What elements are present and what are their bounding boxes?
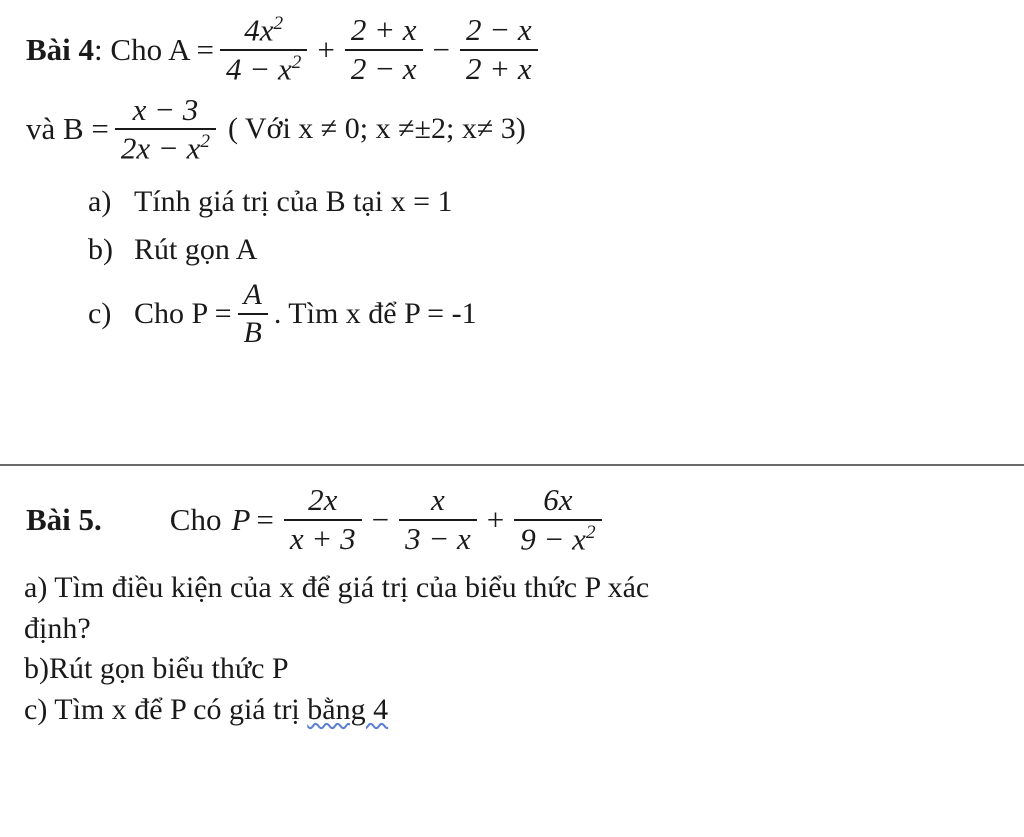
fraction-A2-denominator: 2 − x [345, 49, 423, 86]
exercise-4-question-list [88, 183, 1006, 348]
question-b-text: Rút gọn A [134, 233, 258, 267]
fraction-B-den-exponent: 2 [200, 131, 210, 153]
operator-minus-2: − [371, 501, 390, 537]
expression-B [109, 91, 222, 166]
fraction-B-numerator: x − 3 [132, 91, 199, 127]
exercise-5-equals: = [256, 501, 274, 537]
question-a-marker: a) [88, 185, 112, 219]
fraction-A1 [220, 14, 307, 86]
question-5c-underlined: bằng 4 [307, 692, 389, 726]
fraction-P3 [514, 484, 601, 555]
fraction-P-denominator: B [238, 313, 268, 349]
question-b-marker: b) [88, 233, 113, 267]
exercise-5-p-symbol: P [231, 501, 251, 537]
operator-plus-2: + [486, 501, 505, 537]
question-item-b [88, 231, 1006, 269]
question-5b-text: b)Rút gọn biểu thức P [24, 652, 289, 686]
question-c-marker: c) [88, 296, 112, 330]
operator-plus-1: + [317, 31, 335, 67]
exercise-5-question-list [24, 569, 1006, 729]
question-item-c [88, 279, 1006, 348]
fraction-A3-numerator: 2 − x [466, 12, 532, 48]
expression-B-prefix: và B = [26, 111, 109, 147]
fraction-A3 [460, 14, 538, 85]
question-5a-text-line2: định? [24, 611, 91, 645]
exercise-4-label: Bài 4 [26, 31, 95, 67]
exercise-5-label: Bài 5. [26, 501, 102, 537]
fraction-B-denominator: $2x - x^2$ [115, 128, 216, 165]
fraction-P3-numerator: 6x [543, 482, 573, 517]
fraction-P2-denominator: 3 − x [399, 519, 477, 556]
question-5c-text-main: c) Tìm x để P có giá trị [24, 692, 308, 726]
fraction-P2-numerator: x [431, 482, 445, 518]
fraction-A3-denominator: 2 + x [460, 49, 538, 86]
fraction-P2 [399, 484, 477, 555]
question-c-text-after: . Tìm x để P = -1 [273, 296, 477, 330]
exercise-4-condition: ( Với x ≠ 0; x ≠±2; x≠ 3) [227, 112, 526, 146]
fraction-P [238, 279, 268, 348]
exercise-4-line-2 [26, 91, 1006, 166]
exercise-5-cho: Cho [169, 501, 222, 537]
expression-A [214, 14, 544, 86]
fraction-A1-numerator: $4x^2$ [244, 12, 284, 48]
question-5a-text-line1: a) Tìm điều kiện của x để giá trị của biểu thức P xác [24, 571, 650, 605]
fraction-A2 [345, 14, 423, 85]
fraction-A1-num-exponent: 2 [273, 13, 284, 34]
operator-minus-1: − [432, 31, 450, 67]
fraction-P3-denominator: $9 - x^2$ [514, 519, 601, 556]
question-5c-text [24, 691, 1006, 729]
expression-P5 [278, 484, 608, 555]
exercise-4-label-suffix: : Cho A = [94, 31, 215, 67]
question-item-a [88, 183, 1006, 221]
exercise-4-line-1 [26, 14, 1006, 86]
exercise-5-section [0, 466, 1024, 729]
fraction-A1-denominator: $4 - x^2$ [220, 49, 307, 86]
exercise-5-line-1 [26, 484, 1006, 555]
fraction-P3-den-exponent: 2 [585, 521, 596, 543]
fraction-P1 [284, 484, 362, 555]
fraction-B [115, 91, 216, 166]
fraction-P1-numerator: 2x [308, 482, 338, 518]
fraction-A1-den-exponent: 2 [291, 51, 302, 73]
question-a-text: Tính giá trị của B tại x = 1 [134, 185, 453, 219]
fraction-P-numerator: A [243, 278, 262, 312]
fraction-P1-denominator: x + 3 [284, 519, 362, 556]
fraction-A2-numerator: 2 + x [350, 12, 417, 48]
question-c-text-before: Cho P = [134, 296, 232, 330]
